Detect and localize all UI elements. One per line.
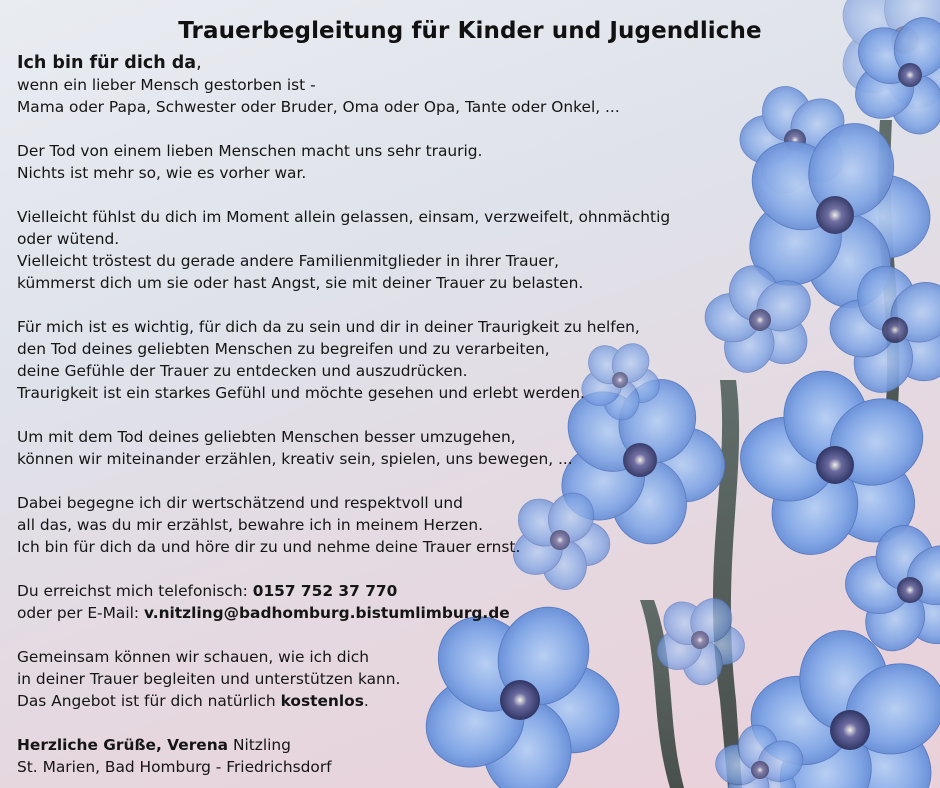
phone-number: 0157 752 37 770	[252, 582, 398, 600]
email-address: v.nitzling@badhomburg.bistumlimburg.de	[143, 604, 510, 622]
contact-phone-line	[17, 580, 717, 602]
email-label: oder per E-Mail:	[17, 604, 144, 622]
greeting	[17, 52, 717, 74]
paragraph-line: Nichts ist mehr so, wie es vorher war.	[17, 164, 307, 182]
page-title: Trauerbegleitung für Kinder und Jugendliche	[178, 18, 762, 44]
paragraph-line: Für mich ist es wichtig, für dich da zu sein und dir in deiner Traurigkeit zu helfen,	[17, 318, 640, 336]
paragraph-line: Um mit dem Tod deines geliebten Menschen besser umzugehen,	[17, 428, 516, 446]
paragraph-line: können wir miteinander erzählen, kreativ sein, spielen, uns bewegen, ...	[17, 450, 573, 468]
paragraph-line: Traurigkeit ist ein starkes Gefühl und möchte gesehen und erlebt werden.	[17, 384, 585, 402]
paragraph-line: Dabei begegne ich dir wertschätzend und respektvoll und	[17, 494, 463, 512]
closing-prefix: Das Angebot ist für dich natürlich	[17, 692, 281, 710]
paragraph-line: Vielleicht tröstest du gerade andere Familienmitglieder in ihrer Trauer,	[17, 252, 560, 270]
signature-line	[17, 734, 717, 756]
closing-line	[17, 690, 717, 712]
paragraph-line: Mama oder Papa, Schwester oder Bruder, Oma oder Opa, Tante oder Onkel, ...	[17, 98, 620, 116]
closing-line: in deiner Trauer begleiten und unterstützen kann.	[17, 670, 401, 688]
paragraph-line: kümmerst dich um sie oder hast Angst, sie mit deiner Trauer zu belasten.	[17, 274, 584, 292]
paragraph-line: all das, was du mir erzählst, bewahre ich in meinem Herzen.	[17, 516, 483, 534]
free-of-charge: kostenlos	[280, 692, 364, 710]
closing-suffix: .	[363, 692, 369, 710]
signature-rest: Nitzling	[228, 736, 291, 754]
greeting-rest: ,	[196, 53, 202, 73]
paragraph-line: Der Tod von einem lieben Menschen macht uns sehr traurig.	[17, 142, 483, 160]
paragraph-line: deine Gefühle der Trauer zu entdecken und auszudrücken.	[17, 362, 468, 380]
paragraph-line: wenn ein lieber Mensch gestorben ist -	[17, 76, 316, 94]
paragraph-line: Vielleicht fühlst du dich im Moment allein gelassen, einsam, verzweifelt, ohnmächtig	[17, 208, 671, 226]
paragraph-line: oder wütend.	[17, 230, 120, 248]
signature-bold: Herzliche Grüße, Verena	[17, 736, 229, 754]
signature-location: St. Marien, Bad Homburg - Friedrichsdorf	[17, 758, 332, 776]
letter-body	[17, 52, 717, 778]
phone-label: Du erreichst mich telefonisch:	[17, 582, 253, 600]
paragraph-line: den Tod deines geliebten Menschen zu begreifen und zu verarbeiten,	[17, 340, 550, 358]
paragraph-line: Ich bin für dich da und höre dir zu und nehme deine Trauer ernst.	[17, 538, 521, 556]
closing-line: Gemeinsam können wir schauen, wie ich dich	[17, 648, 370, 666]
greeting-bold: Ich bin für dich da	[17, 53, 197, 73]
contact-email-line	[17, 602, 717, 624]
